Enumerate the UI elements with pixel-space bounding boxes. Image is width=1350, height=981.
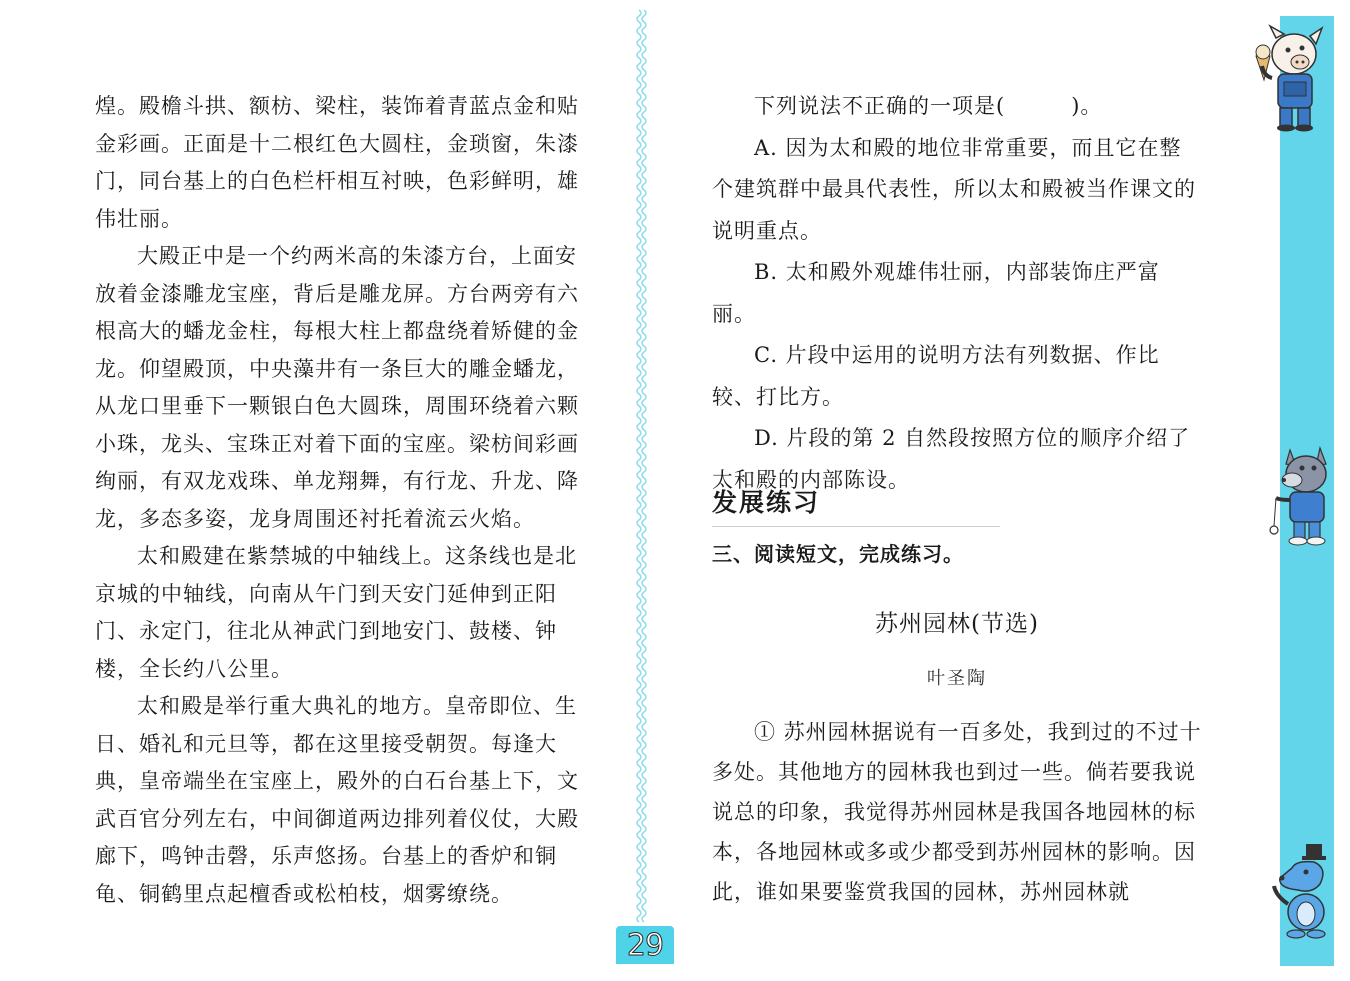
article-author: 叶圣陶	[927, 668, 987, 689]
section-divider	[712, 526, 1000, 527]
article-body	[712, 712, 1202, 912]
question-stem: 下列说法不正确的一项是( )。	[754, 94, 1103, 118]
pig-mascot-icon	[1250, 22, 1334, 132]
option-b: B. 太和殿外观雄伟壮丽，内部装饰庄严富丽。	[712, 260, 1160, 326]
left-paragraph-4: 太和殿是举行重大典礼的地方。皇帝即位、生日、婚礼和元旦等，都在这里接受朝贺。每逢大典，皇帝端坐在宝座上，殿外的白石台基上下，文武百官分列左右，中间御道两边排列着仪仗，大殿廊下，鸣钟击磬，乐声悠扬。台基上的香炉和铜龟、铜鹤里点起檀香或松柏枝，烟雾缭绕。	[95, 694, 579, 906]
left-paragraph-1: 煌。殿檐斗拱、额枋、梁柱，装饰着青蓝点金和贴金彩画。正面是十二根红色大圆柱，金琐窗，朱漆门，同台基上的白色栏杆相互衬映，色彩鲜明，雄伟壮丽。	[95, 94, 579, 231]
multiple-choice-question	[712, 86, 1202, 501]
option-d: D. 片段的第 2 自然段按照方位的顺序介绍了太和殿的内部陈设。	[712, 426, 1191, 492]
task-instruction: 三、阅读短文，完成练习。	[712, 542, 964, 566]
left-page-text	[95, 88, 585, 913]
wavy-divider-icon	[625, 0, 655, 981]
page-number: 29	[616, 926, 674, 964]
option-c: C. 片段中运用的说明方法有列数据、作比较、打比方。	[712, 343, 1160, 409]
option-a: A. 因为太和殿的地位非常重要，而且它在整个建筑群中最具代表性，所以太和殿被当作课文的说明重点。	[712, 135, 1196, 243]
wolf-mascot-icon	[1262, 440, 1342, 552]
left-paragraph-2: 大殿正中是一个约两米高的朱漆方台，上面安放着金漆雕龙宝座，背后是雕龙屏。方台两旁有六根高大的蟠龙金柱，每根大柱上都盘绕着矫健的金龙。仰望殿顶，中央藻井有一条巨大的雕金蟠龙，从龙口里垂下一颗银白色大圆珠，周围环绕着六颗小珠，龙头、宝珠正对着下面的宝座。梁枋间彩画绚丽，有双龙戏珠、单龙翔舞，有行龙、升龙、降龙，多态多姿，龙身周围还衬托着流云火焰。	[95, 244, 579, 531]
section-title: 发展练习	[712, 488, 821, 517]
article-title: 苏州园林(节选)	[875, 611, 1039, 637]
article-paragraph-1: ① 苏州园林据说有一百多处，我到过的不过十多处。其他地方的园林我也到过一些。倘若要我说说总的印象，我觉得苏州园林是我国各地园林的标本，各地园林或多或少都受到苏州园林的影响。因此，谁如果要鉴赏我国的园林，苏州园林就	[712, 720, 1202, 904]
left-paragraph-3: 太和殿建在紫禁城的中轴线上。这条线也是北京城的中轴线，向南从午门到天安门延伸到正阳门、永定门，往北从神武门到地安门、鼓楼、钟楼，全长约八公里。	[95, 544, 577, 681]
fox-mascot-icon	[1262, 838, 1340, 942]
page-gutter	[625, 0, 655, 981]
